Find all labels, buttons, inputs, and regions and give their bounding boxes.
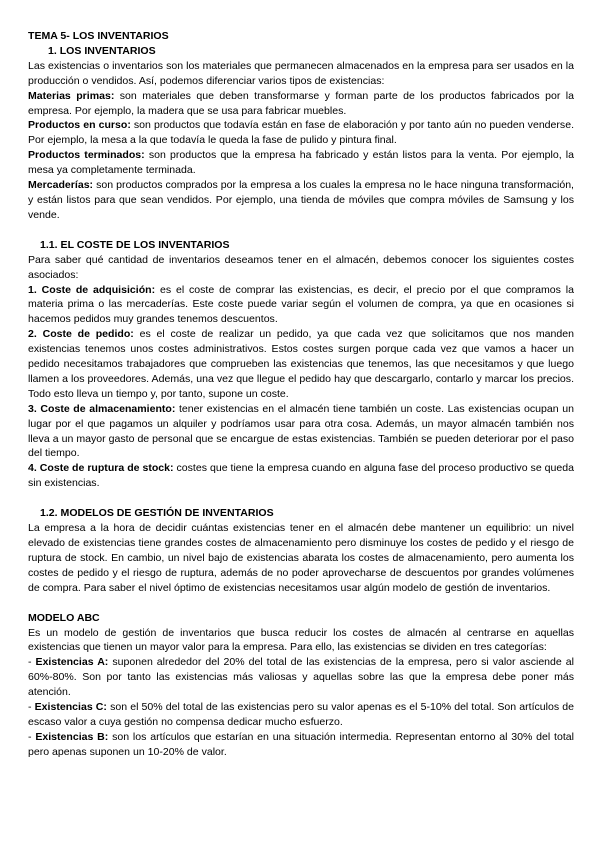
cost-term: 2. Coste de pedido: bbox=[28, 328, 134, 341]
abc-item-prefix: - bbox=[28, 701, 35, 714]
abc-item-text: son el 50% del total de las existencias pero su valor apenas es el 5-10% del total. Son artículos de escaso valor a cuya gestión no compensa dedicar mucho esfuerzo. bbox=[28, 701, 574, 728]
section-1-1-intro: Para saber qué cantidad de inventarios deseamos tener en el almacén, debemos conocer los siguientes costes asociados: bbox=[28, 253, 574, 281]
type-term: Materias primas: bbox=[28, 89, 115, 102]
section-1-2-number: 1.2. bbox=[40, 507, 58, 520]
document-title: TEMA 5- LOS INVENTARIOS bbox=[28, 30, 169, 42]
cost-text: tener existencias en el almacén tiene también un coste. Las existencias ocupan un lugar por el que pagamos un alquiler y podríamos usar para otra cosa. Además, un mayor almacén también nos lleva a un mayor gasto de personal que se encargue de estas existencias. También se pueden deteriorar por el paso del tiempo. bbox=[28, 402, 574, 460]
abc-intro: Es un modelo de gestión de inventarios que busca reducir los costes de almacén al centrarse en aquellas existencias que tienen un mayor valor para la empresa. Para ello, las existencias se dividen en tres categorías: bbox=[28, 626, 574, 654]
cost-term: 1. Coste de adquisición: bbox=[28, 283, 156, 296]
abc-item-term: Existencias C: bbox=[34, 701, 107, 714]
section-1-2-text: La empresa a la hora de decidir cuántas existencias tener en el almacén debe mantener un equilibrio: un nivel elevado de existencias tiene grandes costes de almacenamiento pero disminuye los costes de pedido y el riesgo de ruptura de stock. En cambio, un nivel bajo de existencias abarata los costes de almacenamiento, pero aumenta los costes de pedido y el riesgo de ruptura, además de no poder aprovecharse de descuentos por grandes volúmenes de compra. Para saber el nivel óptimo de existencias necesitamos usar algún modelo de gestión de inventarios. bbox=[28, 522, 574, 594]
section-1-1-heading bbox=[28, 238, 574, 253]
cost-text: es el coste de realizar un pedido, ya que cada vez que solicitamos que nos manden existencias tenemos unos costes administrativos. Estos costes surgen porque cada vez que vamos a hacer un pedido necesitamos trabajadores que comprueben las existencias que tenemos, las que necesitamos y que luego llamen a los proveedores. Además, una vez que llegue el pedido hay que descargarlo, contarlo y marcar los precios. Todo esto lleva un tiempo y, por tanto, supone un coste. bbox=[28, 328, 574, 400]
type-text: son materiales que deben transformarse y forman parte de los productos fabricados por la empresa. Por ejemplo, la madera que se usa para fabricar muebles. bbox=[28, 89, 574, 117]
type-text: son productos comprados por la empresa a los cuales la empresa no le hace ninguna transformación, y están listos para que sean vendidos. Por ejemplo, una tienda de móviles que compra móviles de Samsung y los vende. bbox=[28, 179, 574, 221]
type-paragraph-productos-en-curso bbox=[28, 118, 574, 148]
abc-item-term: Existencias A: bbox=[35, 656, 109, 669]
abc-heading: MODELO ABC bbox=[28, 611, 100, 624]
type-term: Mercaderías: bbox=[28, 179, 94, 192]
abc-item-a bbox=[28, 655, 574, 700]
type-text: son productos que todavía están en fase de elaboración y por tanto aún no pueden venderse. Por ejemplo, la mesa a la que todavía le queda la fase de pulido y pintura final. bbox=[28, 119, 574, 147]
section-1-2-heading bbox=[28, 506, 574, 521]
cost-paragraph-almacenamiento bbox=[28, 402, 574, 462]
cost-paragraph-adquisicion bbox=[28, 283, 574, 328]
type-text: son productos que la empresa ha fabricado y están listos para la venta. Por ejemplo, la mesa ya completamente terminada. bbox=[28, 149, 574, 177]
section-1-title: LOS INVENTARIOS bbox=[59, 44, 156, 57]
abc-item-prefix: - bbox=[28, 730, 36, 743]
abc-item-prefix: - bbox=[28, 656, 36, 669]
section-1-2-title: MODELOS DE GESTIÓN DE INVENTARIOS bbox=[60, 507, 274, 520]
section-1-1-title: EL COSTE DE LOS INVENTARIOS bbox=[60, 238, 230, 251]
type-paragraph-productos-terminados bbox=[28, 148, 574, 178]
section-1-heading bbox=[28, 44, 574, 59]
type-term: Productos en curso: bbox=[28, 119, 131, 132]
abc-item-text: suponen alrededor del 20% del total de las existencias de la empresa, pero si valor asciende al 60%-80%. Son por tanto las existencias más valiosas y aquellas sobre las que la empresa debe poner más atención. bbox=[28, 656, 574, 699]
cost-text: es el coste de comprar las existencias, es decir, el precio por el que compramos la materia prima o las mercaderías. Este coste puede variar según el volumen de compra, ya que en ocasiones si hacemos pedidos muy grandes tenemos descuentos. bbox=[28, 283, 574, 326]
abc-item-term: Existencias B: bbox=[35, 730, 109, 743]
cost-text: costes que tiene la empresa cuando en alguna fase del proceso productivo se queda sin existencias. bbox=[28, 462, 574, 490]
section-1-1-number: 1.1. bbox=[40, 238, 58, 251]
document-page bbox=[28, 29, 574, 760]
abc-item-text: son los artículos que estarían en una situación intermedia. Representan entorno al 30% del total pero apenas suponen un 10-20% de valor. bbox=[28, 730, 574, 758]
cost-term: 3. Coste de almacenamiento: bbox=[28, 402, 176, 415]
abc-item-b bbox=[28, 730, 574, 760]
type-paragraph-mercaderias bbox=[28, 178, 574, 223]
type-term: Productos terminados: bbox=[28, 149, 145, 162]
abc-item-c bbox=[28, 700, 574, 730]
cost-paragraph-pedido bbox=[28, 327, 574, 402]
cost-term: 4. Coste de ruptura de stock: bbox=[28, 462, 174, 475]
type-paragraph-materias-primas bbox=[28, 89, 574, 119]
cost-paragraph-ruptura bbox=[28, 461, 574, 491]
section-1-intro: Las existencias o inventarios son los materiales que permanecen almacenados en la empresa para ser usados en la producción o vendidos. Así, podemos diferenciar varios tipos de existencias: bbox=[28, 59, 574, 87]
section-1-number: 1. bbox=[48, 44, 57, 57]
